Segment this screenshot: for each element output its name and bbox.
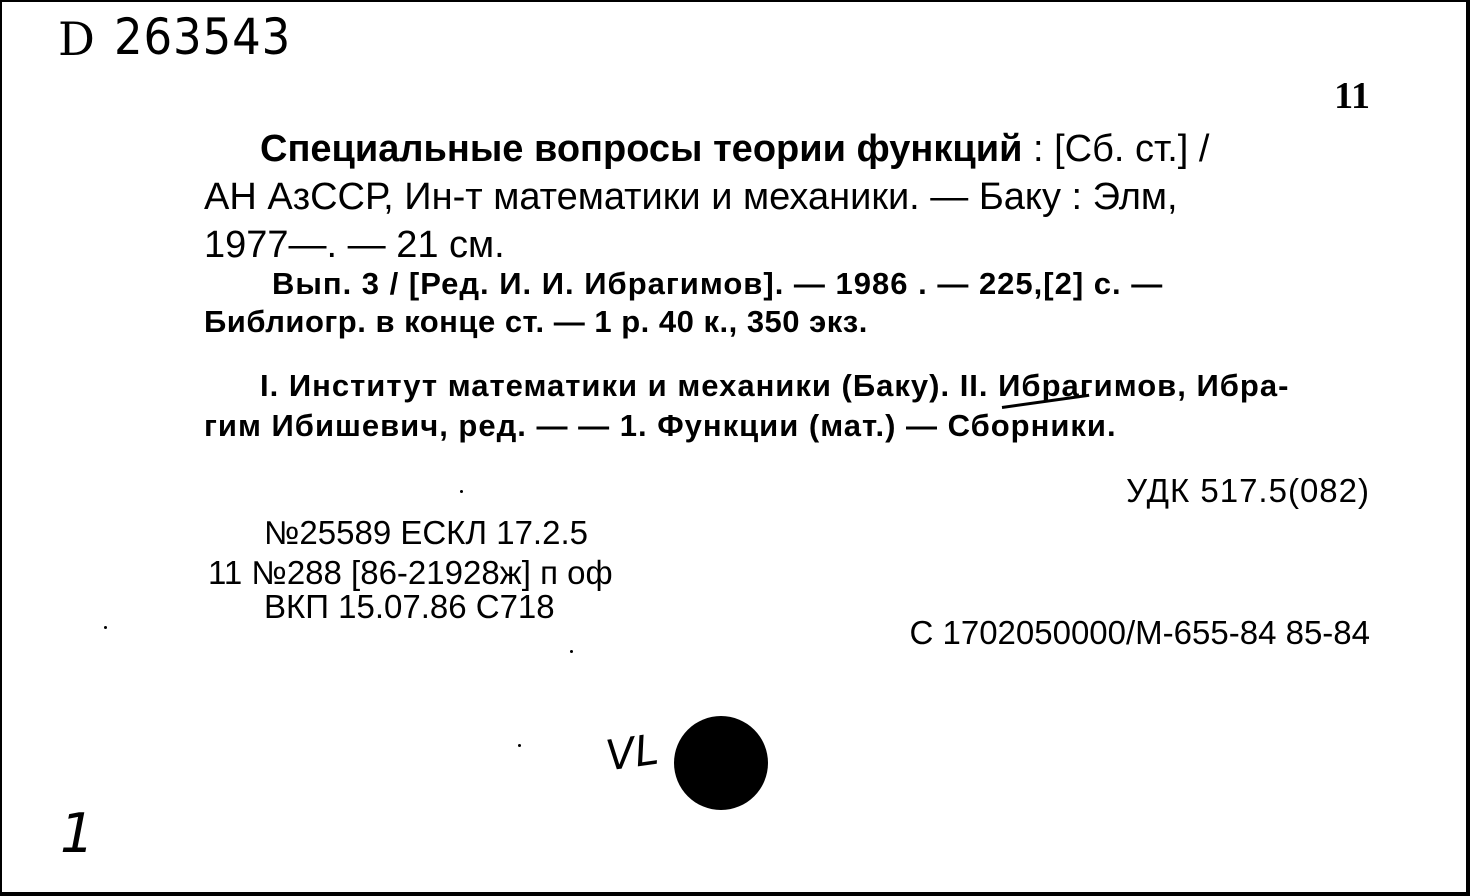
accession-line-1: №25589 ЕСКЛ 17.2.5 [264,514,588,551]
added-entries-line-2: гим Ибишевич, ред. — — 1. Функции (мат.) — Сборники. [204,408,1117,443]
card-number: 11 [1334,75,1370,117]
pencil-mark: 1 [60,802,95,865]
issue-line-1: Вып. 3 / [Ред. И. И. Ибрагимов]. — 1986 . — 225,[2] с. — [272,266,1164,301]
speck [518,744,521,747]
inventory-number: 263543 [114,8,292,66]
publisher-code: С 1702050000/М-655-84 85-84 [909,614,1370,651]
title-rest: : [Сб. ст.] / [1022,128,1210,170]
title-line-2: АН АзССР, Ин-т математики и механики. — Баку : Элм, [204,176,1178,218]
ink-dot-mark [674,716,768,810]
added-entries-line-1: I. Институт математики и механики (Баку). II. Ибрагимов, Ибра- [260,368,1290,403]
accession-line-3: ВКП 15.07.86 С718 [264,588,555,625]
accession-line-2: 11 №288 [86-21928ж] п оф [208,554,613,591]
udk-code: УДК 517.5(082) [1126,472,1370,509]
issue-line-2: Библиогр. в конце ст. — 1 р. 40 к., 350 экз. [204,304,868,339]
catalog-card [2,2,1466,892]
inventory-prefix: D [58,12,95,66]
title-line-3: 1977—. — 21 см. [204,224,505,266]
speck [460,490,463,493]
speck [570,650,573,653]
handwritten-initials: VL [602,724,662,781]
speck [104,626,107,629]
title-main: Специальные вопросы теории функций [260,128,1023,170]
title-line-1 [260,128,1209,171]
